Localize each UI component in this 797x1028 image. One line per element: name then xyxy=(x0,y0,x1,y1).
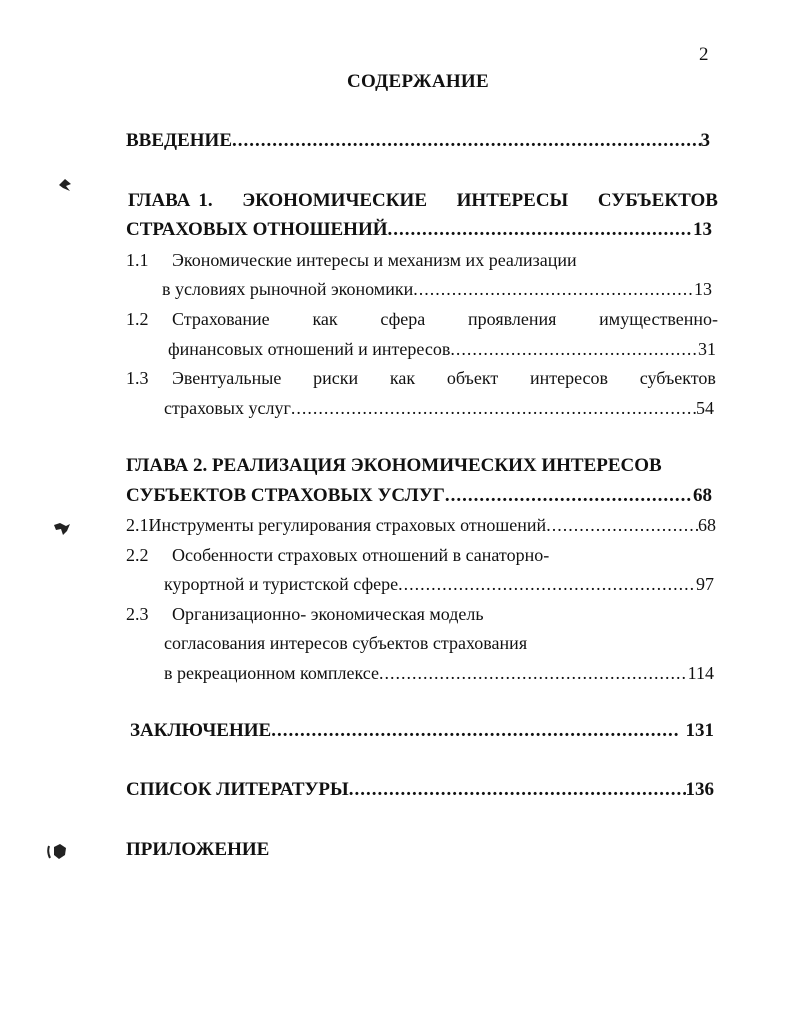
leader-dots xyxy=(388,216,693,244)
section-number: 2.3 xyxy=(126,604,149,624)
section-title-cont: курортной и туристской сфере xyxy=(164,574,399,594)
section-2-3-line3[interactable] xyxy=(164,659,714,687)
toc-entry-page: 97 xyxy=(696,574,714,594)
toc-entry-label: ЗАКЛЮЧЕНИЕ xyxy=(130,720,272,741)
section-2-2-line1[interactable] xyxy=(126,541,716,569)
section-1-3-line2[interactable] xyxy=(164,394,714,422)
toc-entry-page: 31 xyxy=(698,339,716,359)
toc-entry-appendix[interactable] xyxy=(126,836,426,864)
chapter1-heading-line2[interactable] xyxy=(126,216,712,244)
toc-entry-page: 13 xyxy=(693,219,712,240)
page-title: СОДЕРЖАНИЕ xyxy=(347,71,489,92)
section-word: как xyxy=(312,309,338,329)
section-title: Особенности страховых отношений в санаторно- xyxy=(172,545,550,565)
leader-dots xyxy=(413,275,694,303)
section-word: объект xyxy=(446,368,499,388)
section-1-2-line1[interactable] xyxy=(126,305,718,333)
section-word: сфера xyxy=(380,309,426,329)
leader-dots xyxy=(445,482,693,510)
leader-dots xyxy=(379,659,688,687)
chapter1-word: ЭКОНОМИЧЕСКИЕ xyxy=(242,190,428,211)
toc-entry-page: 131 xyxy=(685,720,714,741)
section-title: Экономические интересы и механизм их реализации xyxy=(172,250,577,270)
section-word: проявления xyxy=(468,309,557,329)
toc-entry-page: 114 xyxy=(687,663,714,683)
page-number: 2 xyxy=(699,44,709,65)
leader-dots xyxy=(271,717,679,745)
chapter2-title: ГЛАВА 2. РЕАЛИЗАЦИЯ ЭКОНОМИЧЕСКИХ ИНТЕРЕСОВ xyxy=(126,455,662,476)
toc-entry-page: 13 xyxy=(694,279,712,299)
leader-dots xyxy=(232,127,701,155)
section-number: 1.2 xyxy=(126,309,149,329)
section-word: риски xyxy=(313,368,359,388)
section-2-2-line2[interactable] xyxy=(164,570,714,598)
toc-entry-page: 68 xyxy=(698,515,716,535)
toc-entry-introduction[interactable] xyxy=(126,127,710,155)
section-1-3-line1[interactable] xyxy=(126,364,716,392)
scan-mark-icon xyxy=(52,520,72,538)
section-title-cont: финансовых отношений и интересов xyxy=(168,339,451,359)
toc-entry-label: ВВЕДЕНИЕ xyxy=(126,130,232,151)
section-word: имущественно- xyxy=(599,309,718,329)
section-number: 2.1 xyxy=(126,515,149,535)
chapter1-word: СУБЪЕКТОВ xyxy=(597,190,718,211)
section-number: 2.2 xyxy=(126,545,149,565)
section-title-cont: страховых услуг xyxy=(164,398,291,418)
toc-entry-label: СУБЪЕКТОВ СТРАХОВЫХ УСЛУГ xyxy=(126,485,445,506)
toc-entry-page: 68 xyxy=(693,485,712,506)
chapter1-word: ГЛАВА xyxy=(128,190,191,211)
section-2-1[interactable] xyxy=(126,511,716,539)
chapter2-heading-line2[interactable] xyxy=(126,482,712,510)
scan-mark-icon xyxy=(56,176,74,194)
section-word: Страхование xyxy=(172,309,270,329)
leader-dots xyxy=(450,335,698,363)
section-title-cont: в рекреационном комплексе xyxy=(164,663,379,683)
section-title-cont: в условиях рыночной экономики xyxy=(162,279,414,299)
section-word: интересов xyxy=(529,368,609,388)
section-2-3-line1[interactable] xyxy=(126,600,716,628)
chapter1-heading-line1[interactable] xyxy=(128,187,718,215)
chapter2-heading-line1[interactable] xyxy=(126,452,722,480)
section-1-2-line2[interactable] xyxy=(168,335,716,363)
leader-dots xyxy=(349,776,686,804)
section-2-3-line2[interactable] xyxy=(164,629,714,657)
section-word: субъектов xyxy=(639,368,716,388)
scan-mark-icon xyxy=(46,842,70,862)
toc-entry-label: ПРИЛОЖЕНИЕ xyxy=(126,839,270,860)
toc-entry-page: 3 xyxy=(700,130,710,151)
section-title-cont: согласования интересов субъектов страхования xyxy=(164,633,528,653)
section-number: 1.3 xyxy=(126,368,149,388)
section-1-1-line2[interactable] xyxy=(162,275,712,303)
section-title: Инструменты регулирования страховых отношений xyxy=(148,515,547,535)
leader-dots xyxy=(291,394,696,422)
toc-entry-references[interactable] xyxy=(126,776,714,804)
section-title: Организационно- экономическая модель xyxy=(172,604,484,624)
section-word: как xyxy=(389,368,416,388)
toc-entry-conclusion[interactable] xyxy=(130,717,714,745)
section-number: 1.1 xyxy=(126,250,149,270)
section-word: Эвентуальные xyxy=(172,368,282,388)
toc-entry-page: 136 xyxy=(685,779,714,800)
leader-dots xyxy=(398,570,696,598)
toc-entry-label: СТРАХОВЫХ ОТНОШЕНИЙ xyxy=(126,219,388,240)
toc-entry-label: СПИСОК ЛИТЕРАТУРЫ xyxy=(126,779,349,800)
leader-dots xyxy=(546,511,698,539)
toc-entry-page: 54 xyxy=(696,398,714,418)
chapter1-word: 1. xyxy=(198,190,213,211)
section-1-1-line1[interactable] xyxy=(126,246,716,274)
chapter1-word: ИНТЕРЕСЫ xyxy=(456,190,569,211)
